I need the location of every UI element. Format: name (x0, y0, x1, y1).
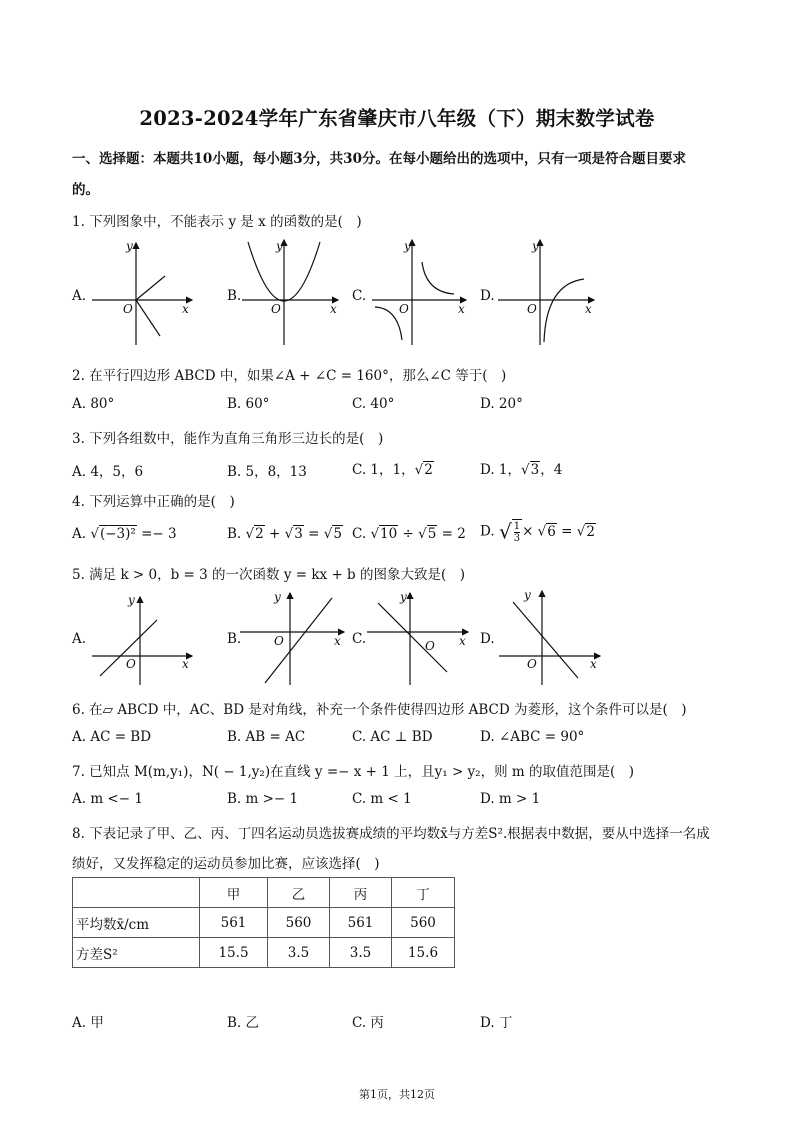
q4-option-c (352, 526, 466, 542)
section-heading-line1: 一、选择题：本题共10小题，每小题3分，共30分。在每小题给出的选项中，只有一项是符合题目要求 (72, 151, 686, 167)
q1-graph-b (242, 240, 338, 345)
q5c-x-label: x (459, 634, 466, 648)
q8-option-b: B. 乙 (227, 1015, 260, 1031)
q7-option-c: C. m < 1 (352, 791, 412, 807)
q2-option-a: A. 80° (72, 396, 115, 412)
q1d-y-label: y (532, 239, 539, 253)
table-cell: 561 (200, 908, 268, 938)
sqrt-icon: √ (418, 526, 427, 542)
q4-option-d (480, 519, 596, 544)
q5b-origin-label: O (274, 634, 284, 648)
sqrt-icon: √ (370, 526, 380, 542)
q5-graph-b (240, 593, 344, 685)
q1a-x-label: x (182, 302, 189, 316)
sqrt-icon: √ (576, 523, 586, 540)
sqrt-icon: √ (537, 523, 547, 540)
q6-option-a: A. AC = BD (72, 729, 152, 745)
q5-label-b: B. (227, 631, 242, 647)
q4d-fraction (512, 519, 522, 544)
q1-graph-a (92, 243, 192, 345)
sqrt-icon: √ (521, 462, 530, 478)
table-header-cell (73, 878, 200, 908)
q5d-y-label: y (524, 588, 531, 602)
q2-option-d: D. 20° (480, 396, 523, 412)
q4c-divide: ÷ (398, 526, 419, 542)
q3-option-a: A. 4，5，6 (72, 464, 144, 480)
q8-option-c: C. 丙 (352, 1015, 384, 1031)
q5c-origin-label: O (425, 639, 435, 653)
q5-graph-d (499, 591, 600, 685)
q4b-plus: + (264, 526, 285, 542)
page-title: 2023-2024学年广东省肇庆市八年级（下）期末数学试卷 (139, 107, 655, 130)
q1c-x-label: x (458, 302, 465, 316)
question-8-stem-line2: 绩好，又发挥稳定的运动员参加比赛，应该选择( ) (72, 856, 380, 872)
q5-label-a: A. (72, 631, 87, 647)
table-cell: 方差S² (73, 938, 200, 968)
q1d-x-label: x (585, 302, 592, 316)
q4a-suffix: =− 3 (136, 526, 177, 542)
q1-label-a: A. (72, 288, 87, 304)
q3d-suffix: ，4 (540, 462, 563, 478)
question-1-stem: 1. 下列图象中，不能表示 y 是 x 的函数的是( ) (72, 214, 362, 230)
q4-option-b (227, 526, 343, 542)
q6-option-d: D. ∠ABC = 90° (480, 729, 585, 745)
q1c-y-label: y (404, 239, 411, 253)
table-header-row (73, 878, 455, 908)
q5a-y-label: y (128, 593, 135, 607)
q4d-prefix: D. (480, 523, 499, 540)
q4d-times: × (522, 523, 538, 540)
question-7-stem: 7. 已知点 M(m,y₁)，N( − 1,y₂)在直线 y =− x + 1 上，且y₁ > y₂，则 m 的取值范围是( ) (72, 764, 635, 780)
sqrt-icon: √ (498, 519, 512, 544)
q3c-radicand: 2 (424, 462, 433, 478)
q8-option-a: A. 甲 (72, 1015, 104, 1031)
q2-option-c: C. 40° (352, 396, 395, 412)
table-header-cell: 甲 (200, 878, 268, 908)
q5d-x-label: x (590, 657, 597, 671)
table-header-cell: 丙 (330, 878, 392, 908)
q5d-origin-label: O (527, 657, 537, 671)
q8-option-d: D. 丁 (480, 1015, 513, 1031)
q4a-radicand: (−3)² (99, 526, 136, 542)
page-footer: 第1页，共12页 (359, 1088, 435, 1101)
table-cell: 560 (268, 908, 330, 938)
q1-graph-c (372, 240, 466, 345)
question-2-stem: 2. 在平行四边形 ABCD 中，如果∠A + ∠C = 160°，那么∠C 等于( ) (72, 368, 507, 384)
q3d-prefix: D. 1， (480, 462, 522, 478)
q3d-radicand: 3 (530, 462, 540, 478)
q6-option-c: C. AC ⊥ BD (352, 729, 433, 745)
q1b-y-label: y (276, 239, 283, 253)
q1a-y-label: y (126, 239, 133, 253)
q4d-equals: = (556, 523, 577, 540)
table-header-cell: 乙 (268, 878, 330, 908)
q1-label-b: B. (227, 288, 242, 304)
question-6-stem: 6. 在▱ ABCD 中，AC、BD 是对角线，补充一个条件使得四边形 ABCD 为菱形，这个条件可以是( ) (72, 702, 687, 718)
q5b-x-label: x (334, 634, 341, 648)
q4b-prefix: B. (227, 526, 246, 542)
q1c-origin-label: O (399, 302, 409, 316)
q7-option-a: A. m <− 1 (72, 791, 143, 807)
q1a-origin-label: O (123, 302, 133, 316)
q5-graph-c (367, 593, 468, 685)
sqrt-icon: √ (90, 526, 99, 542)
q4d-radicand-3: 2 (586, 523, 595, 540)
q4c-radicand-2: 5 (427, 526, 437, 542)
q4c-prefix: C. (352, 526, 371, 542)
q1b-x-label: x (330, 302, 337, 316)
table-header-cell: 丁 (392, 878, 455, 908)
sqrt-icon: √ (323, 526, 333, 542)
sqrt-icon: √ (284, 526, 294, 542)
question-3-stem: 3. 下列各组数中，能作为直角三角形三边长的是( ) (72, 431, 384, 447)
q4b-radicand-2: 3 (294, 526, 303, 542)
q4b-radicand-3: 5 (333, 526, 342, 542)
table-cell: 3.5 (330, 938, 392, 968)
q1-label-d: D. (480, 288, 495, 304)
q4-option-a (72, 526, 177, 542)
table-cell: 561 (330, 908, 392, 938)
table-row (73, 908, 455, 938)
q6-option-b: B. AB = AC (227, 729, 306, 745)
q4d-denominator: 3 (513, 533, 521, 544)
q5c-y-label: y (400, 590, 407, 604)
q4d-numerator: 1 (513, 521, 521, 532)
q5-label-c: C. (352, 631, 367, 647)
section-heading-line2: 的。 (72, 182, 99, 198)
score-table (72, 877, 455, 968)
q4d-radicand-2: 6 (547, 523, 556, 540)
q4a-prefix: A. (72, 526, 91, 542)
q1-label-c: C. (352, 288, 367, 304)
q4c-radicand-1: 10 (380, 526, 398, 542)
sqrt-icon: √ (245, 526, 255, 542)
table-cell: 3.5 (268, 938, 330, 968)
q5-graph-a (92, 597, 192, 685)
q7-option-b: B. m >− 1 (227, 791, 299, 807)
table-cell: 15.6 (392, 938, 455, 968)
table-cell: 560 (392, 908, 455, 938)
q5-label-d: D. (480, 631, 495, 647)
question-4-stem: 4. 下列运算中正确的是( ) (72, 494, 235, 510)
q3-option-d (480, 458, 562, 478)
q4b-radicand-1: 2 (255, 526, 264, 542)
q3-option-c (352, 458, 434, 478)
q5a-origin-label: O (126, 657, 136, 671)
q4b-equals: = (303, 526, 324, 542)
table-row (73, 938, 455, 968)
q2-option-b: B. 60° (227, 396, 270, 412)
q5b-y-label: y (274, 590, 281, 604)
q1-graph-d (498, 240, 594, 345)
q4c-suffix: = 2 (437, 526, 466, 542)
q1d-origin-label: O (527, 302, 537, 316)
question-8-stem-line1: 8. 下表记录了甲、乙、丙、丁四名运动员选拔赛成绩的平均数x̄与方差S².根据表中数据，要从中选择一名成 (72, 826, 710, 842)
sqrt-icon: √ (414, 462, 424, 478)
table-cell: 平均数x̄/cm (73, 908, 200, 938)
q3-option-b: B. 5，8，13 (227, 464, 307, 480)
question-5-stem: 5. 满足 k > 0，b = 3 的一次函数 y = kx + b 的图象大致是( ) (72, 567, 466, 583)
table-cell: 15.5 (200, 938, 268, 968)
q5a-x-label: x (182, 657, 189, 671)
q1b-origin-label: O (271, 302, 281, 316)
q7-option-d: D. m > 1 (480, 791, 541, 807)
q3c-prefix: C. 1，1， (352, 462, 415, 478)
